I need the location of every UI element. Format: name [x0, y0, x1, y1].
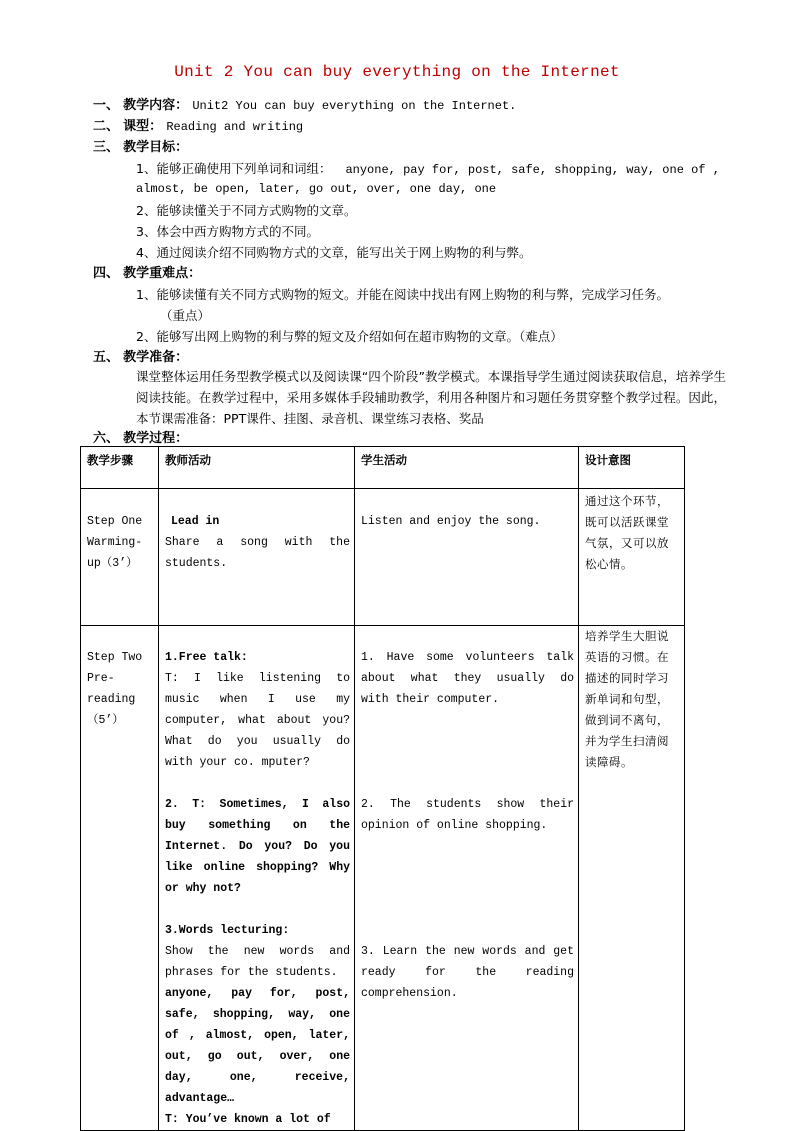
header-step: 教学步骤: [81, 447, 159, 489]
section-lesson-type: [93, 116, 303, 138]
section-number: 六、: [93, 431, 120, 446]
section-heading: 教学重难点：: [123, 266, 202, 281]
section-value: Unit2 You can buy everything on the Internet.: [192, 99, 517, 113]
student-activity-1: 1. Have some volunteers talk about what they usually do with their computer.: [361, 651, 574, 706]
section-heading: 教学过程：: [123, 431, 189, 446]
student-activity-3: 3. Learn the new words and get ready for the reading comprehension.: [361, 945, 574, 1000]
teacher-activity-text: Share a song with the students.: [165, 536, 350, 570]
section-heading: 教学目标：: [123, 140, 189, 155]
section-preparation: [93, 347, 188, 368]
section-number: 一、: [93, 98, 120, 113]
student-cell: [355, 626, 579, 1131]
table-row: [81, 489, 685, 626]
section-number: 三、: [93, 140, 120, 155]
online-shopping-question: 2. T: Sometimes, I also buy something on the Internet. Do you? Do you like online shopping? Why or why not?: [165, 798, 350, 895]
header-intent: 设计意图: [579, 447, 685, 489]
objective-item: 1、能够正确使用下列单词和词组： anyone, pay for, post, safe, shopping, way, one of ,: [136, 161, 720, 177]
key-point-item: （重点）: [160, 308, 211, 323]
section-value: Reading and writing: [166, 120, 304, 134]
section-key-points: [93, 263, 201, 284]
words-list: anyone, pay for, post, safe, shopping, way, one of , almost, open, later, out, go out, over, one day, one, receive, advantage…: [165, 987, 350, 1105]
objective-item: 3、体会中西方购物方式的不同。: [136, 224, 319, 239]
key-point-item: 2、能够写出网上购物的利与弊的短文及介绍如何在超市购物的文章。（难点）: [136, 329, 563, 344]
section-number: 四、: [93, 266, 120, 281]
section-heading: 课型：: [123, 119, 163, 134]
key-point-item: 1、能够读懂有关不同方式购物的短文。并能在阅读中找出有网上购物的利与弊，完成学习任务。: [136, 287, 669, 302]
section-content: [93, 95, 516, 117]
objective-item: 4、通过阅读介绍不同购物方式的文章，能写出关于网上购物的利与弊。: [136, 245, 532, 260]
step-cell: Step One Warming-up（3’）: [81, 489, 159, 626]
student-cell: Listen and enjoy the song.: [355, 489, 579, 626]
teacher-continue-text: T: You’ve known a lot of: [165, 1113, 331, 1126]
teacher-activity-title: Lead in: [171, 515, 220, 528]
header-student: 学生活动: [355, 447, 579, 489]
free-talk-title: 1.Free talk:: [165, 651, 248, 664]
section-number: 五、: [93, 350, 120, 365]
intent-cell: 培养学生大胆说英语的习惯。在描述的同时学习新单词和句型，做到词不离句，并为学生扫清阅读障碍。: [579, 626, 685, 1131]
preparation-text: 课堂整体运用任务型教学模式以及阅读课“四个阶段”教学模式。本课指导学生通过阅读获取信息，培养学生阅读技能。在教学过程中，采用多媒体手段辅助教学，利用各种图片和习题任务贯穿整个教学过程。因此，本节课需准备：PPT课件、挂图、录音机、课堂练习表格、奖品: [136, 369, 726, 426]
words-lecturing-title: 3.Words lecturing:: [165, 924, 290, 937]
table-row: [81, 626, 685, 1131]
table-header-row: [81, 447, 685, 489]
process-table: [80, 446, 685, 1131]
step-cell: Step Two Pre-reading（5’）: [81, 626, 159, 1131]
section-number: 二、: [93, 119, 120, 134]
student-activity-2: 2. The students show their opinion of online shopping.: [361, 798, 574, 832]
teacher-cell: [159, 489, 355, 626]
section-objectives: [93, 137, 188, 158]
section-heading: 教学准备：: [123, 350, 189, 365]
header-teacher: 教师活动: [159, 447, 355, 489]
free-talk-text: T: I like listening to music when I use my computer, what about you? What do you usually do with your co. mputer?: [165, 672, 350, 769]
intent-cell: 通过这个环节，既可以活跃课堂气氛，又可以放松心情。: [579, 489, 685, 626]
objective-item: almost, be open, later, go out, over, one day, one: [136, 182, 497, 196]
teacher-cell: [159, 626, 355, 1131]
words-lecturing-text: Show the new words and phrases for the students.: [165, 945, 350, 979]
objective-item: 2、能够读懂关于不同方式购物的文章。: [136, 203, 357, 218]
section-heading: 教学内容：: [123, 98, 189, 113]
document-title: Unit 2 You can buy everything on the Internet: [174, 63, 620, 81]
